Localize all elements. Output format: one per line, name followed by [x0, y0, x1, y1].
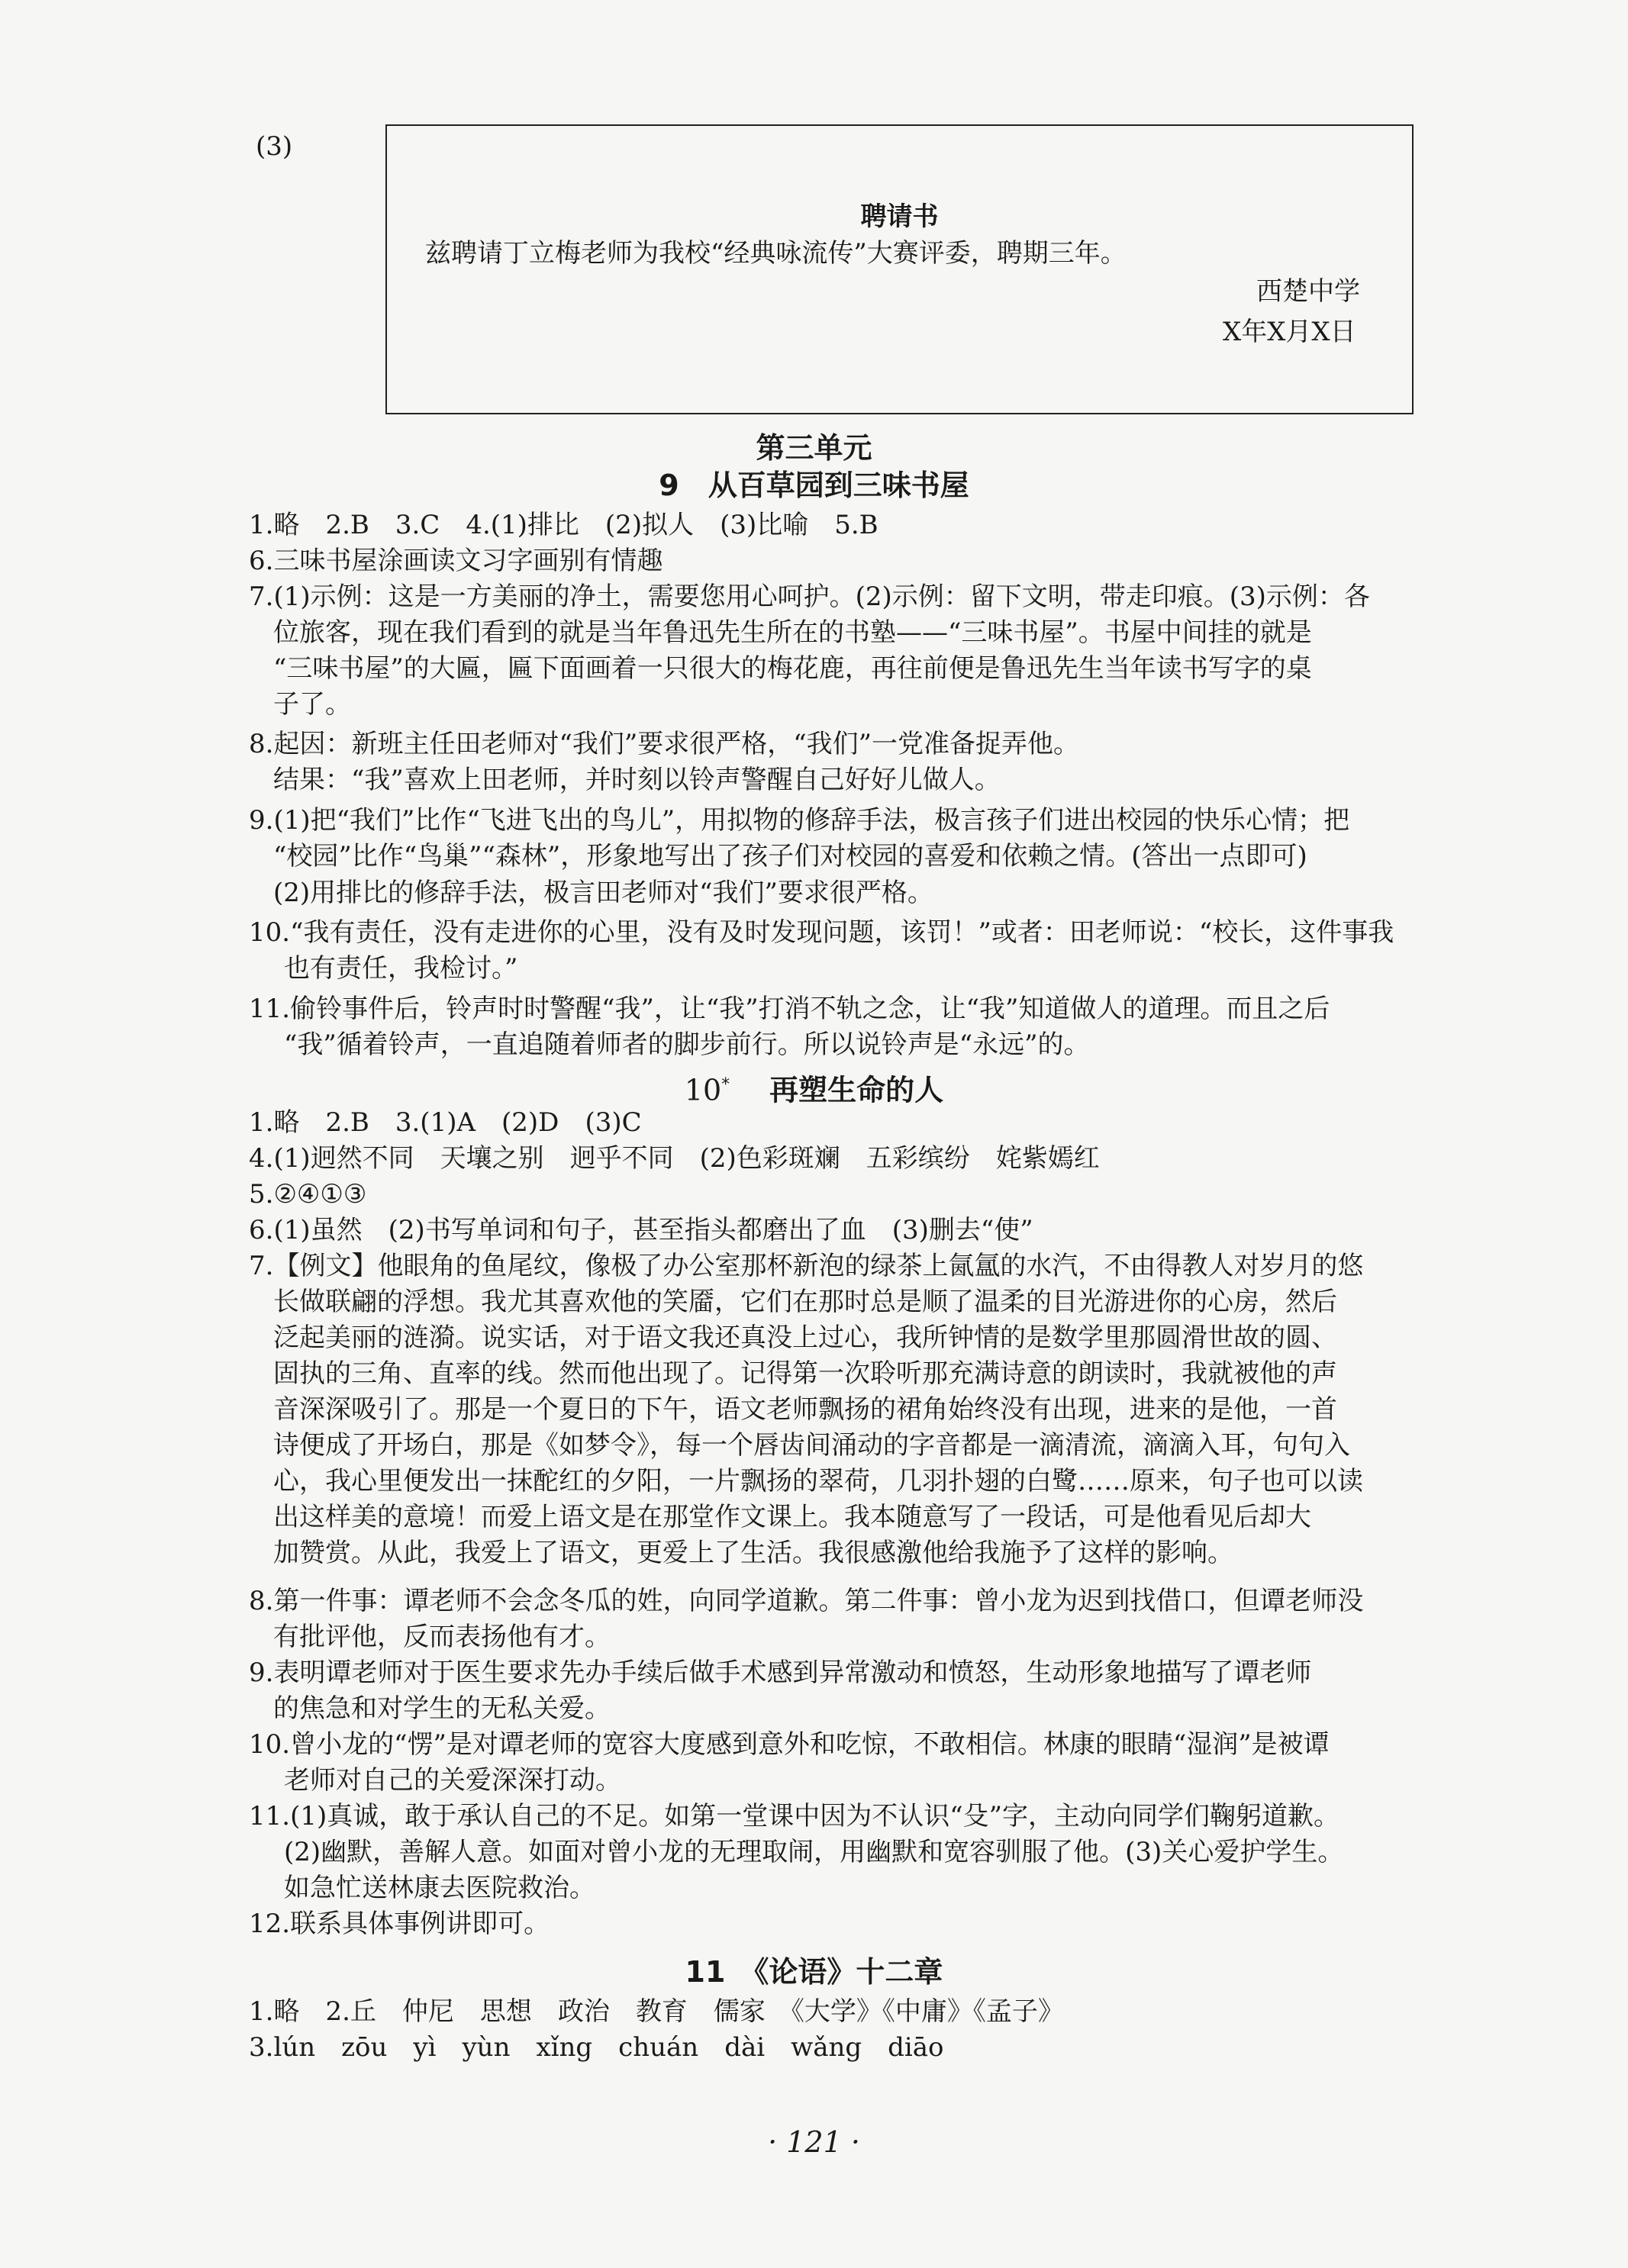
certificate-issuer: 西楚中学 [1256, 276, 1360, 307]
lesson-10-title [0, 1067, 1628, 1109]
answer-line: 12.联系具体事例讲即可。 [249, 1909, 550, 1939]
answer-line: “我”循着铃声，一直追随着师者的脚步前行。所以说铃声是“永远”的。 [284, 1029, 1090, 1060]
answer-line: 11.偷铃事件后，铃声时时警醒“我”，让“我”打消不轨之念，让“我”知道做人的道理。而且之后 [249, 994, 1330, 1024]
answer-line: 的焦急和对学生的无私关爱。 [273, 1693, 611, 1724]
answer-line: 加赞赏。从此，我爱上了语文，更爱上了生活。我很感激他给我施予了这样的影响。 [273, 1538, 1233, 1568]
answer-line: 诗便成了开场白，那是《如梦令》，每一个唇齿间涌动的字音都是一滴清流，滴滴入耳，句句入 [273, 1430, 1350, 1461]
answer-line: 9.(1)把“我们”比作“飞进飞出的鸟儿”，用拟物的修辞手法，极言孩子们进出校园的快乐心情；把 [249, 805, 1350, 836]
answer-line: 位旅客，现在我们看到的就是当年鲁迅先生所在的书塾——“三味书屋”。书屋中间挂的就是 [273, 617, 1312, 648]
lesson-number: 10 [684, 1073, 722, 1107]
lesson-title-text: 再塑生命的人 [769, 1073, 944, 1107]
answer-line: 7.【例文】他眼角的鱼尾纹，像极了办公室那杯新泡的绿茶上氤氲的水汽，不由得教人对岁月的悠 [249, 1251, 1364, 1281]
answer-line: 结果：“我”喜欢上田老师，并时刻以铃声警醒自己好好儿做人。 [273, 765, 1001, 795]
answer-line: 7.(1)示例：这是一方美丽的净土，需要您用心呵护。(2)示例：留下文明，带走印痕。(3)示例：各 [249, 581, 1370, 612]
answer-line: 音深深吸引了。那是一个夏日的下午，语文老师飘扬的裙角始终没有出现，进来的是他，一首 [273, 1394, 1337, 1425]
answer-line: 3.lún zōu yì yùn xǐng chuán dài wǎng diāo [249, 2032, 944, 2063]
answer-line: 如急忙送林康去医院救治。 [284, 1873, 595, 1903]
certificate-body: 兹聘请丁立梅老师为我校“经典咏流传”大赛评委，聘期三年。 [425, 238, 1127, 269]
answer-line: 出这样美的意境！而爱上语文是在那堂作文课上。我本随意写了一段话，可是他看见后却大 [273, 1502, 1311, 1532]
answer-line: “校园”比作“鸟巢”“森林”，形象地写出了孩子们对校园的喜爱和依赖之情。(答出一点即可) [273, 841, 1307, 871]
lesson-11-title: 11 《论语》十二章 [685, 1955, 943, 1989]
answer-line: “三味书屋”的大匾，匾下面画着一只很大的梅花鹿，再往前便是鲁迅先生当年读书写字的桌 [273, 653, 1312, 684]
page-number: · 121 · [768, 2125, 860, 2159]
answer-line: 10.曾小龙的“愣”是对谭老师的宽容大度感到意外和吃惊，不敢相信。林康的眼睛“湿润”是被谭 [249, 1729, 1330, 1760]
answer-line: (2)幽默，善解人意。如面对曾小龙的无理取闹，用幽默和宽容驯服了他。(3)关心爱护学生。 [284, 1837, 1344, 1867]
section-label: (3) [256, 131, 293, 162]
answer-line: 5.②④①③ [249, 1179, 367, 1210]
answer-line: 11.(1)真诚，敢于承认自己的不足。如第一堂课中因为不认识“殳”字，主动向同学们鞠躬道歉。 [249, 1801, 1339, 1831]
answer-line: 1.略 2.丘 仲尼 思想 政治 教育 儒家 《大学》《中庸》《孟子》 [249, 1996, 1064, 2027]
answer-line: 有批评他，反而表扬他有才。 [273, 1622, 611, 1652]
answer-line: 9.表明谭老师对于医生要求先办手续后做手术感到异常激动和愤怒，生动形象地描写了谭老师 [249, 1658, 1312, 1688]
answer-line: 长做联翩的浮想。我尤其喜欢他的笑靥，它们在那时总是顺了温柔的目光游进你的心房，然后 [273, 1287, 1337, 1317]
answer-line: 泛起美丽的涟漪。说实话，对于语文我还真没上过心，我所钟情的是数学里那圆滑世故的圆、 [273, 1322, 1337, 1353]
certificate-box [385, 124, 1414, 414]
answer-line: (2)用排比的修辞手法，极言田老师对“我们”要求很严格。 [273, 878, 933, 908]
answer-line: 10.“我有责任，没有走进你的心里，没有及时发现问题，该罚！”或者：田老师说：“校长，这件事我 [249, 917, 1394, 948]
unit-title: 第三单元 [756, 431, 872, 465]
optional-mark: * [721, 1075, 730, 1094]
answer-line: 8.起因：新班主任田老师对“我们”要求很严格，“我们”一党准备捉弄他。 [249, 729, 1079, 759]
answer-line: 8.第一件事：谭老师不会念冬瓜的姓，向同学道歉。第二件事：曾小龙为迟到找借口，但谭老师没 [249, 1586, 1364, 1616]
answer-line: 子了。 [273, 689, 351, 720]
answer-line: 固执的三角、直率的线。然而他出现了。记得第一次聆听那充满诗意的朗读时，我就被他的声 [273, 1358, 1337, 1389]
answer-line: 6.三味书屋涂画读文习字画别有情趣 [249, 546, 663, 576]
certificate-title: 聘请书 [860, 201, 939, 232]
answer-line: 6.(1)虽然 (2)书写单词和句子，甚至指头都磨出了血 (3)删去“使” [249, 1215, 1033, 1245]
answer-line: 1.略 2.B 3.(1)A (2)D (3)C [249, 1107, 642, 1138]
answer-line: 老师对自己的关爱深深打动。 [284, 1765, 621, 1796]
answer-line: 1.略 2.B 3.C 4.(1)排比 (2)拟人 (3)比喻 5.B [249, 510, 878, 540]
answer-line: 心，我心里便发出一抹酡红的夕阳，一片飘扬的翠荷，几羽扑翅的白鹭……原来，句子也可以读 [273, 1466, 1363, 1496]
certificate-date: X年X月X日 [1223, 317, 1356, 347]
answer-line: 4.(1)迥然不同 天壤之别 迥乎不同 (2)色彩斑斓 五彩缤纷 姹紫嫣红 [249, 1143, 1100, 1174]
answer-line: 也有责任，我检讨。” [284, 953, 518, 984]
lesson-9-title: 9 从百草园到三味书屋 [659, 469, 969, 502]
